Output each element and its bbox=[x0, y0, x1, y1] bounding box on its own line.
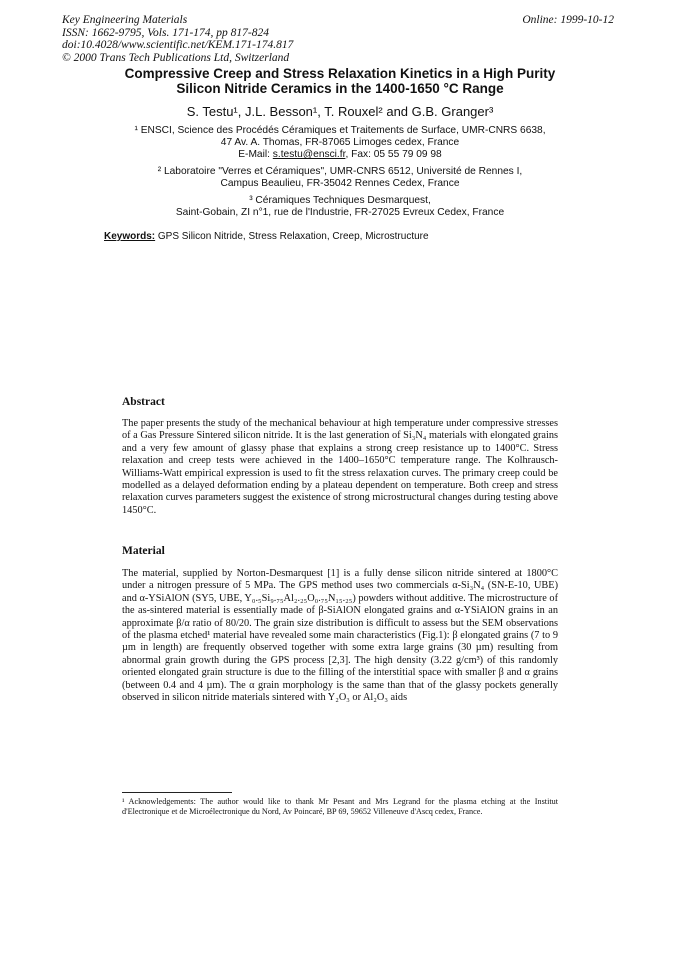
author-list: S. Testu¹, J.L. Besson¹, T. Rouxel² and G.B. Granger³ bbox=[186, 104, 494, 119]
affiliation-1 bbox=[80, 125, 600, 161]
paper-title bbox=[80, 66, 600, 96]
affiliation-1-line-2: 47 Av. A. Thomas, FR-87065 Limoges cedex, France bbox=[220, 137, 460, 148]
title-line-1: Compressive Creep and Stress Relaxation Kinetics in a High Purity bbox=[124, 66, 556, 81]
online-date: Online: 1999-10-12 bbox=[522, 14, 614, 26]
abstract-body: The paper presents the study of the mechanical behaviour at high temperature under compressive stresses of a Gas Pressure Sintered silicon nitride. It is the last generation of Si₃N₄ materials with elongated grains and a very few amount of glassy phase that explains a strong creep resistance up to 1400°C. Stress relaxation and creep tests were achieved in the 1400–1650°C temperature range. The Kolhrausch-Williams-Watt empirical expression is used to fit the stress relaxation curves. The primary creep could be modelled as a delayed deformation ending by a plateau dependent on temperature. Both creep and stress relaxation curves parameters suggest the existence of strong microstructural changes during testing above 1450°C. bbox=[122, 418, 558, 516]
footnote-divider bbox=[122, 792, 232, 793]
affiliation-2-line-2: Campus Beaulieu, FR-35042 Rennes Cedex, France bbox=[220, 178, 460, 189]
material-body: The material, supplied by Norton-Desmarquest [1] is a fully dense silicon nitride sintered at 1800°C under a nitrogen pressure of 5 MPa. The GPS method uses two commercials α-Si₃N₄ (SN-E-10, UBE) and α-YSiAlON (SY5, UBE, Y₀.₅Si₉.₇₅Al₂.₂₅O₀.₇₅N₁₅.₂₅) powders without additive. The microstructure of the as-sintered material is essentially made of β-SiAlON elongated grains and α-YSiAlON grains in an approximate β/α ratio of 80/20. The grain size distribution is difficult to assess but the SEM observations of the plasma etched¹ material have revealed some main characteristics (Fig.1): β elongated grains (7 to 9 µm in length) are frequently observed together with some extra large grains (30 µm) resulting from abnormal grain growth during the GPS process [2,3]. The high density (3.22 g/cm³) of this randomly oriented elongated grain structure is due to the filling of the interstitial space with smaller β and α grains (between 0.4 and 4 µm). The α grain morphology is the same than that of the glassy pockets generally observed in silicon nitride materials sintered with Y₂O₃ or Al₂O₃ aids bbox=[122, 568, 558, 704]
copyright-line: © 2000 Trans Tech Publications Ltd, Switzerland bbox=[62, 51, 290, 64]
journal-name: Key Engineering Materials bbox=[62, 14, 188, 26]
doi-line: doi:10.4028/www.scientific.net/KEM.171-174.817 bbox=[62, 39, 294, 51]
affiliation-2 bbox=[80, 166, 600, 190]
keywords-text: GPS Silicon Nitride, Stress Relaxation, Creep, Microstructure bbox=[155, 231, 429, 242]
keywords-line bbox=[104, 231, 429, 242]
footnote: ¹ Acknowledgements: The author would like to thank Mr Pesant and Mrs Legrand for the plasma etching at the Institut d'Electronique et de Microélectronique du Nord, Av Poincaré, BP 69, 59652 Villeneuve d'Ascq cedex, France. bbox=[122, 797, 558, 816]
affiliation-1-line-1: ¹ ENSCI, Science des Procédés Céramiques et Traitements de Surface, UMR-CNRS 6638, bbox=[134, 125, 546, 136]
material-heading: Material bbox=[122, 545, 165, 557]
keywords-label: Keywords: bbox=[104, 231, 156, 242]
title-line-2: Silicon Nitride Ceramics in the 1400-1650 °C Range bbox=[176, 81, 504, 96]
affiliation-2-line-1: ² Laboratoire "Verres et Céramiques", UMR-CNRS 6512, Université de Rennes I, bbox=[157, 166, 523, 177]
email-link[interactable]: s.testu@ensci.fr bbox=[272, 149, 346, 160]
affiliation-3-line-1: ³ Céramiques Techniques Desmarquest, bbox=[249, 195, 431, 206]
fax-text: , Fax: 05 55 79 09 98 bbox=[345, 149, 442, 160]
abstract-heading: Abstract bbox=[122, 396, 165, 408]
affiliation-1-contact bbox=[80, 149, 600, 161]
email-label: E-Mail: bbox=[238, 149, 270, 160]
affiliation-3 bbox=[80, 195, 600, 219]
issn-line: ISSN: 1662-9795, Vols. 171-174, pp 817-824 bbox=[62, 26, 269, 39]
journal-header bbox=[62, 14, 293, 64]
affiliation-3-line-2: Saint-Gobain, ZI n°1, rue de l'Industrie, FR-27025 Evreux Cedex, France bbox=[175, 207, 505, 218]
